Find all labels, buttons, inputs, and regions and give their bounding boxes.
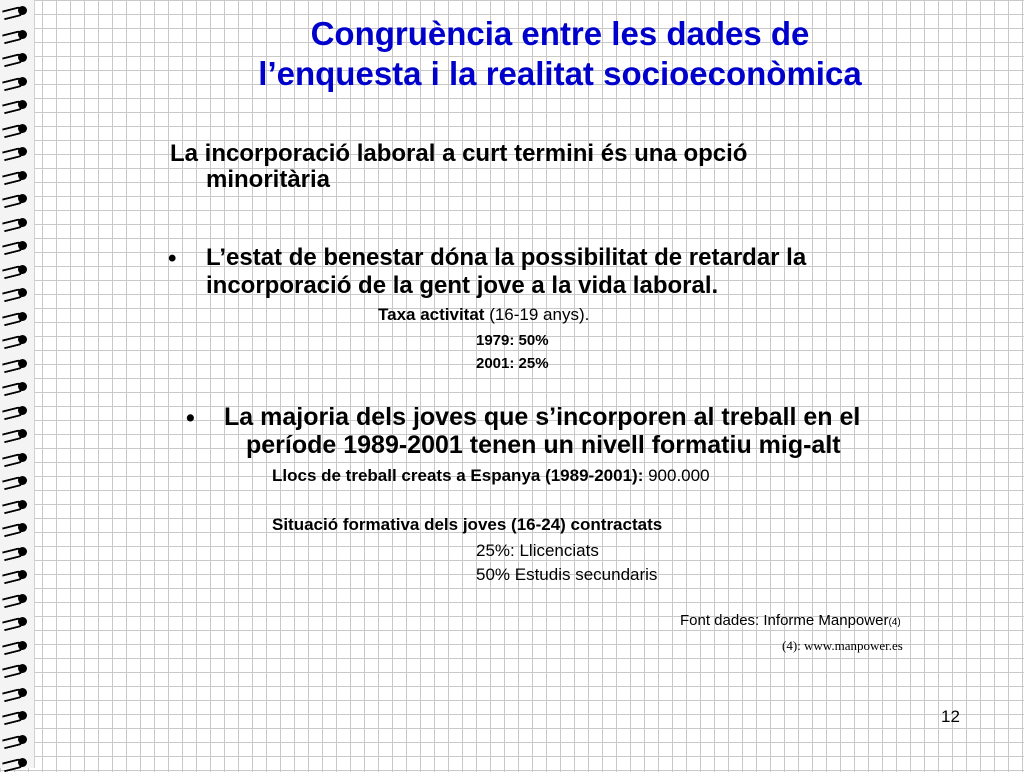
spiral-hole-icon	[18, 406, 27, 415]
spiral-hole-icon	[18, 53, 27, 62]
footnote: (4): www.manpower.es	[782, 638, 903, 653]
spiral-ring-icon	[3, 686, 29, 700]
activity-rate-2001: 2001: 25%	[476, 355, 549, 372]
spiral-ring-icon	[3, 98, 29, 112]
title-line-2: l’enquesta i la realitat socioeconòmica	[258, 55, 862, 92]
page-title	[120, 14, 1000, 94]
spiral-hole-icon	[18, 617, 27, 626]
data-source-text: Font dades: Informe Manpower	[680, 612, 889, 629]
spiral-hole-icon	[18, 265, 27, 274]
training-situation-title: Situació formativa dels joves (16-24) contractats	[272, 515, 663, 534]
spiral-hole-icon	[18, 758, 27, 767]
activity-rate-label	[378, 305, 589, 325]
title-line-1: Congruència entre les dades de	[310, 15, 810, 52]
spiral-ring-icon	[3, 357, 29, 371]
spiral-ring-icon	[3, 709, 29, 723]
spiral-ring-icon	[3, 451, 29, 465]
spiral-hole-icon	[18, 100, 27, 109]
spiral-hole-icon	[18, 6, 27, 15]
spiral-ring-icon	[3, 51, 29, 65]
jobs-created-value: 900.000	[643, 466, 710, 485]
spiral-hole-icon	[18, 312, 27, 321]
bullet-1-line-1: L’estat de benestar dóna la possibilitat de retardar la	[206, 244, 807, 271]
spiral-ring-icon	[3, 310, 29, 324]
page-number: 12	[941, 707, 960, 726]
spiral-hole-icon	[18, 359, 27, 368]
spiral-hole-icon	[18, 476, 27, 485]
spiral-ring-icon	[3, 380, 29, 394]
spiral-hole-icon	[18, 664, 27, 673]
spiral-ring-icon	[3, 263, 29, 277]
spiral-ring-icon	[3, 239, 29, 253]
spiral-ring-icon	[3, 28, 29, 42]
spiral-ring-icon	[3, 333, 29, 347]
spiral-hole-icon	[18, 523, 27, 532]
activity-rate-range: (16-19 anys).	[484, 305, 590, 324]
spiral-ring-icon	[3, 169, 29, 183]
data-source-ref: (4)	[888, 617, 901, 628]
spiral-binding-icon	[0, 0, 35, 768]
spiral-hole-icon	[18, 241, 27, 250]
spiral-ring-icon	[3, 545, 29, 559]
spiral-hole-icon	[18, 641, 27, 650]
spiral-ring-icon	[3, 498, 29, 512]
spiral-hole-icon	[18, 218, 27, 227]
spiral-ring-icon	[3, 404, 29, 418]
spiral-ring-icon	[3, 474, 29, 488]
spiral-ring-icon	[3, 75, 29, 89]
spiral-hole-icon	[18, 453, 27, 462]
spiral-ring-icon	[3, 615, 29, 629]
spiral-ring-icon	[3, 4, 29, 18]
spiral-hole-icon	[18, 688, 27, 697]
spiral-hole-icon	[18, 147, 27, 156]
intro-line-2: minoritària	[206, 166, 331, 193]
spiral-hole-icon	[18, 335, 27, 344]
spiral-hole-icon	[18, 288, 27, 297]
spiral-hole-icon	[18, 77, 27, 86]
spiral-ring-icon	[3, 521, 29, 535]
spiral-ring-icon	[3, 639, 29, 653]
spiral-hole-icon	[18, 171, 27, 180]
spiral-hole-icon	[18, 194, 27, 203]
spiral-hole-icon	[18, 711, 27, 720]
spiral-ring-icon	[3, 427, 29, 441]
spiral-hole-icon	[18, 382, 27, 391]
spiral-ring-icon	[3, 286, 29, 300]
spiral-ring-icon	[3, 216, 29, 230]
bullet-2-line-1: La majoria dels joves que s’incorporen al treball en el	[224, 403, 861, 431]
jobs-created-line	[272, 466, 710, 486]
activity-rate-1979: 1979: 50%	[476, 332, 549, 349]
spiral-hole-icon	[18, 594, 27, 603]
data-source	[680, 612, 901, 629]
spiral-hole-icon	[18, 735, 27, 744]
spiral-ring-icon	[3, 145, 29, 159]
spiral-hole-icon	[18, 500, 27, 509]
spiral-hole-icon	[18, 30, 27, 39]
spiral-hole-icon	[18, 547, 27, 556]
bullet-2-line-2: període 1989-2001 tenen un nivell formatiu mig-alt	[246, 431, 841, 459]
training-graduates: 25%: Llicenciats	[476, 541, 599, 560]
spiral-hole-icon	[18, 124, 27, 133]
spiral-hole-icon	[18, 570, 27, 579]
training-secondary: 50% Estudis secundaris	[476, 565, 658, 584]
spiral-ring-icon	[3, 662, 29, 676]
spiral-ring-icon	[3, 192, 29, 206]
spiral-hole-icon	[18, 429, 27, 438]
spiral-ring-icon	[3, 122, 29, 136]
bullet-marker-2: •	[186, 404, 195, 432]
spiral-ring-icon	[3, 733, 29, 747]
activity-rate-title: Taxa activitat	[378, 305, 485, 324]
spiral-ring-icon	[3, 592, 29, 606]
bullet-1-line-2: incorporació de la gent jove a la vida laboral.	[206, 272, 719, 299]
bullet-marker-1: •	[168, 245, 177, 272]
spiral-ring-icon	[3, 568, 29, 582]
intro-line-1: La incorporació laboral a curt termini és una opció	[170, 140, 748, 167]
jobs-created-label: Llocs de treball creats a Espanya (1989-2001):	[272, 466, 644, 485]
